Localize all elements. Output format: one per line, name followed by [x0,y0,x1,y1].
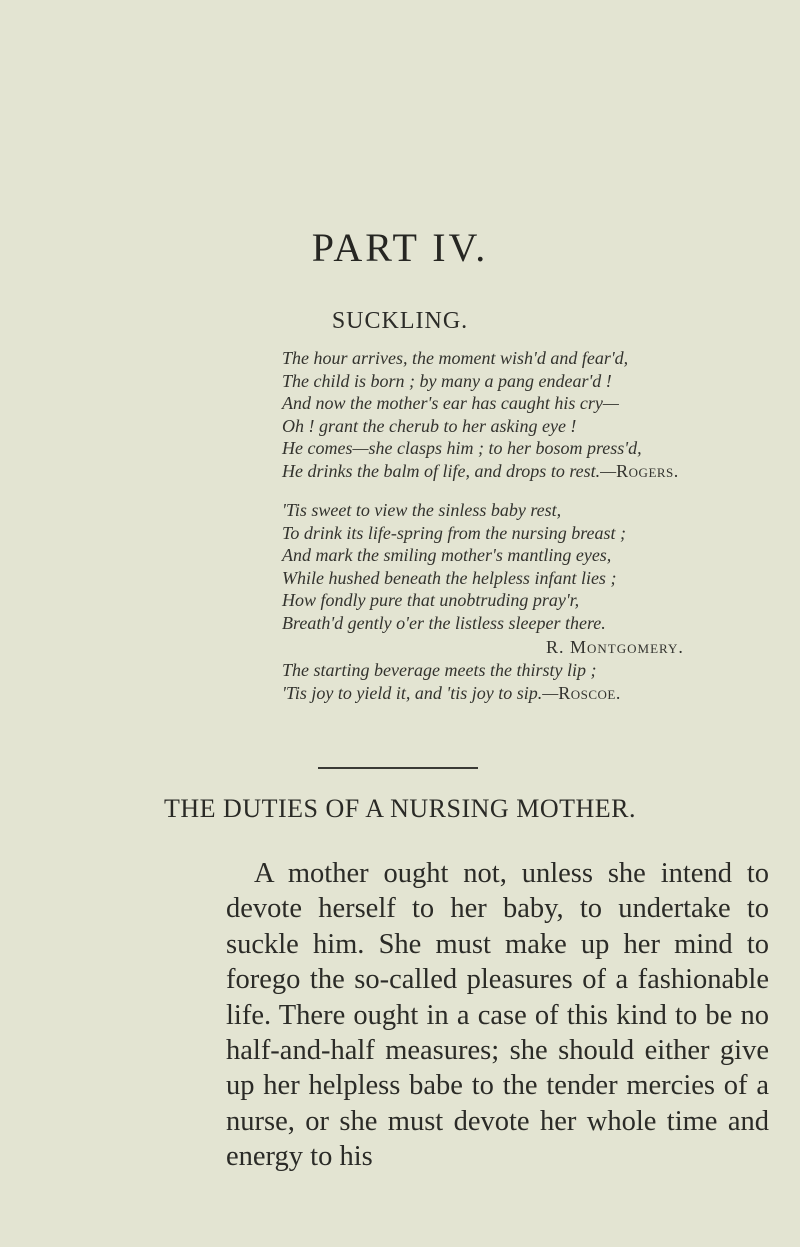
body-paragraph: A mother ought not, unless she intend to devote herself to her baby, to undertake to suckle him. She must make up her mind to forego the so-called pleasures of a fashionable life. There ought in a case of this kind to be no half-and-half measures; she should either give up her helpless babe to the tender mercies of a nurse, or she must devote her whole time and energy to his [226,858,769,1173]
poem-line: 'Tis sweet to view the sinless baby rest, [282,500,562,520]
attribution-montgomery: R. Montgomery. [546,637,684,657]
attribution-rogers: Rogers. [616,460,679,481]
poem-line: While hushed beneath the helpless infant lies ; [282,567,617,588]
poem-line-text: He drinks the balm of life, and drops to rest.— [282,460,617,481]
epigraph-rogers [282,347,722,482]
epigraph-montgomery [282,499,722,634]
poem-line: The child is born ; by many a pang endear'd ! [282,370,612,391]
epigraph-roscoe [282,659,722,704]
poem-line-last [282,682,722,705]
poem-line: Oh ! grant the cherub to her asking eye ! [282,415,577,436]
part-title: PART IV. [311,225,489,270]
poem-line-last [282,460,722,483]
poem-line: How fondly pure that unobtruding pray'r, [282,590,580,610]
chapter-heading: THE DUTIES OF A NURSING MOTHER. [164,794,636,823]
poem-line-text: 'Tis joy to yield it, and 'tis joy to sip.— [282,682,559,703]
poem-line: To drink its life-spring from the nursing breast ; [282,522,627,543]
poem-line: He comes—she clasps him ; to her bosom press'd, [282,438,642,458]
poem-line: The starting beverage meets the thirsty lip ; [282,660,597,680]
poem-line: The hour arrives, the moment wish'd and fear'd, [282,348,629,368]
attribution-roscoe: Roscoe. [558,682,621,703]
section-title: SUCKLING. [331,308,469,334]
poem-line: And now the mother's ear has caught his cry— [282,393,619,413]
section-divider [318,767,478,769]
poem-line: And mark the smiling mother's mantling eyes, [282,545,612,565]
poem-line: Breath'd gently o'er the listless sleeper there. [282,612,606,633]
